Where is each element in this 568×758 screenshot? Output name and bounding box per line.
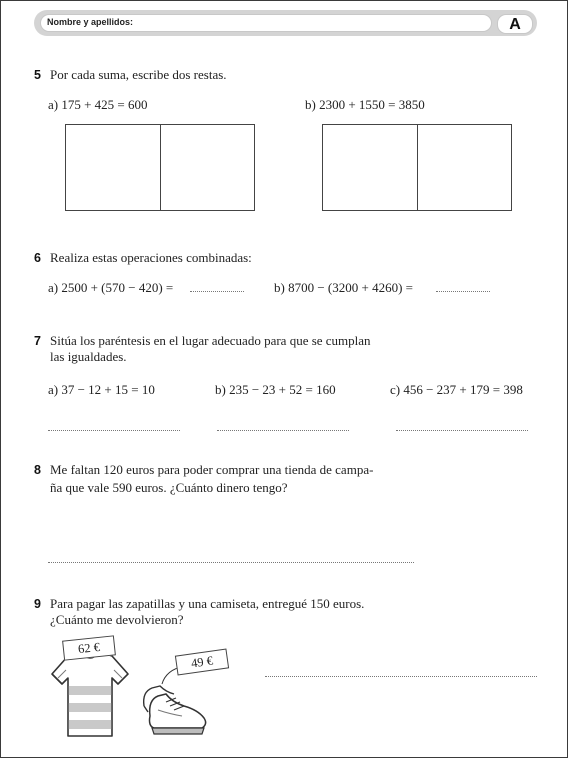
exercise-7c-answer-line[interactable] [396, 430, 528, 431]
exercise-6b-answer-line[interactable] [436, 291, 490, 292]
exercise-7-number: 7 [34, 334, 41, 348]
exercise-9-prompt-line2: ¿Cuánto me devolvieron? [50, 612, 184, 627]
exercise-5b-equation: b) 2300 + 1550 = 3850 [305, 97, 425, 112]
exercise-7b-equation: b) 235 − 23 + 52 = 160 [215, 382, 336, 397]
exercise-5-number: 5 [34, 68, 41, 82]
exercise-7a-answer-line[interactable] [48, 430, 180, 431]
exercise-8-prompt-line2: ña que vale 590 euros. ¿Cuánto dinero tengo? [50, 480, 288, 495]
level-badge: A [497, 14, 533, 34]
exercise-8-number: 8 [34, 463, 41, 477]
exercise-8-answer-line[interactable] [48, 562, 414, 563]
tshirt-price-tag: 62 € [62, 635, 116, 660]
name-label: Nombre y apellidos: [47, 17, 134, 27]
exercise-5a-equation: a) 175 + 425 = 600 [48, 97, 148, 112]
exercise-5a-divider [160, 124, 161, 211]
sneakers-price-tag: 49 € [175, 648, 229, 675]
exercise-9-prompt-line1: Para pagar las zapatillas y una camiseta, entregué 150 euros. [50, 596, 365, 611]
exercise-7b-answer-line[interactable] [217, 430, 349, 431]
exercise-6a-answer-line[interactable] [190, 291, 244, 292]
exercise-6-number: 6 [34, 251, 41, 265]
exercise-7a-equation: a) 37 − 12 + 15 = 10 [48, 382, 155, 397]
exercise-7-prompt-line1: Sitúa los paréntesis en el lugar adecuado para que se cumplan [50, 333, 371, 348]
exercise-8-prompt-line1: Me faltan 120 euros para poder comprar una tienda de campa- [50, 462, 374, 477]
exercise-5b-divider [417, 124, 418, 211]
exercise-6a-expression: a) 2500 + (570 − 420) = [48, 280, 174, 295]
exercise-7-prompt-line2: las igualdades. [50, 349, 127, 364]
exercise-6b-expression: b) 8700 − (3200 + 4260) = [274, 280, 413, 295]
exercise-9-number: 9 [34, 597, 41, 611]
exercise-9-answer-line[interactable] [265, 676, 537, 677]
exercise-6-prompt: Realiza estas operaciones combinadas: [50, 250, 252, 265]
exercise-7c-equation: c) 456 − 237 + 179 = 398 [390, 382, 523, 397]
exercise-5-prompt: Por cada suma, escribe dos restas. [50, 67, 227, 82]
